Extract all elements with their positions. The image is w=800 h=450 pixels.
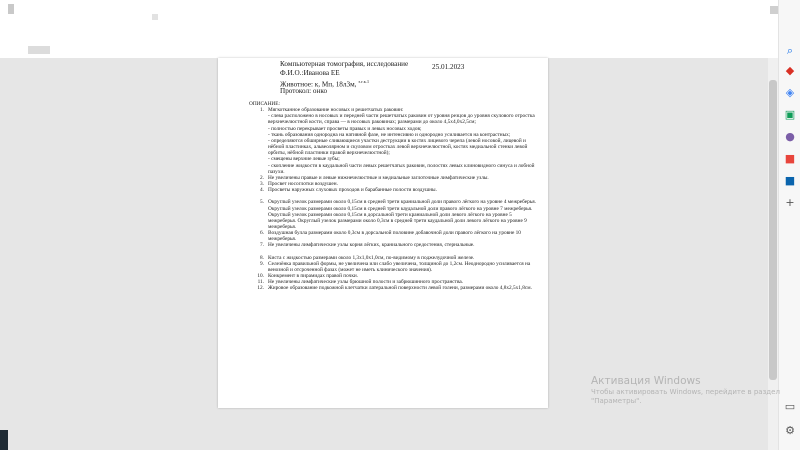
browser-toolbar (0, 0, 778, 58)
watermark-title: Активация Windows (591, 375, 701, 387)
list-item-number: 5. (260, 199, 264, 206)
office-icon[interactable]: ■ (784, 152, 796, 165)
list-item-text: - слева расположено в носовых и передней части решетчатых раковин от уровня резцов до уровня скулового отростка верхнечелюстной кости, справа — в носовых раковинах; размерами до около 4,5х4,0х2,5см; (268, 113, 535, 126)
bookmark-icon[interactable]: ◆ (785, 64, 795, 77)
list-item (249, 285, 539, 291)
list-item-text: Округлый узелок размерами около 0,15см в средней трети краниальной доли правого лёгкого на уровне 4 межреберья. Округлый узелок размерами около 0,15см в средней трети каудальной доли правого лёгкого на уровне 7 межреберья. Округлый узелок размерами около 0,15см в дорсальной трети краниальной доли левого лёгкого на уровне 5 межреберья. Округлый узелок размерами около 0,3см в средней трети каудальной доли левого лёгкого на уровне 9 межреберья. (268, 199, 536, 230)
list-item-number: 9. (260, 260, 264, 267)
list-item (249, 163, 539, 175)
watermark-subtitle-2: "Параметры". (591, 397, 642, 405)
list-item-text: Жировое образование подкожной клетчатки латеральной поверхности левой голени, размерами около 4,8х2,5х1,8см. (268, 285, 532, 292)
animal-info-sup: з.г.к.1 (358, 79, 370, 84)
list-item-text: - смещены верхние левые зубы; (268, 156, 340, 163)
list-item (249, 187, 539, 193)
list-item-number: 8. (260, 254, 264, 261)
document-date: 25.01.2023 (432, 63, 465, 71)
protocol-line: Протокол: онко (280, 87, 328, 95)
person-icon[interactable]: ● (785, 130, 795, 143)
list-item-text: Селезёнка правильной формы, не увеличена или слабо увеличена, толщиной до 1,2см. Неоднородно усиливается на венозной и отсроченной фазах (может не иметь клинического значения). (268, 260, 531, 273)
list-item-text: - ткань образования однородна на нативной фазе, не интенсивно и однородно усиливается на контрастных; (268, 131, 511, 138)
list-item-text: Не увеличены лимфатические узлы корня лёгких, краниального средостения, стернальные. (268, 242, 475, 249)
animal-info-text: Животное: к, Мп, 18л3м, (280, 80, 357, 89)
list-item-number: 11. (257, 279, 264, 286)
toolbar-blur (28, 46, 50, 54)
list-item-number: 12. (257, 285, 264, 292)
list-item-text: Воздушная булла размерами около 0,3см в дорсальной половине добавочной доли правого лёгкого на уровне 10 межреберья. (268, 230, 521, 243)
browser-sidebar (778, 0, 800, 450)
list-item (249, 230, 539, 242)
list-item-text: Просветы наружных слуховых проходов и барабанные полости воздушны. (268, 187, 437, 194)
description-heading: ОПИСАНИЕ: (249, 101, 280, 107)
tag-icon[interactable]: ◈ (785, 86, 795, 99)
list-item (249, 199, 539, 230)
add-icon[interactable]: + (785, 196, 795, 209)
taskbar-edge (0, 430, 8, 450)
list-item-number: 10. (257, 273, 264, 280)
list-item-number: 7. (260, 242, 264, 249)
list-item-number: 6. (260, 230, 264, 237)
list-item (249, 113, 539, 125)
toolbox-icon[interactable]: ▣ (784, 108, 796, 121)
description-list (249, 107, 539, 291)
description-body (249, 101, 539, 292)
outlook-icon[interactable]: ■ (784, 174, 796, 187)
list-item-number (249, 163, 268, 175)
list-item-number: 4. (260, 187, 264, 194)
list-item-text: Просвет носоглотки воздушен. (268, 181, 338, 188)
document-page (218, 58, 548, 408)
list-item (249, 261, 539, 273)
list-item (249, 138, 539, 156)
panel-toggle-icon[interactable]: ▭ (784, 400, 796, 413)
toolbar-blur (770, 6, 778, 14)
list-item-number: 1. (260, 107, 264, 114)
settings-icon[interactable]: ⚙ (785, 424, 795, 437)
list-item-text: - определяются обширные сливающиеся участки деструкции в костях лицевого черепа (левой носовой, лицевой и нёбной пластинках, альвеолярном и скуловом отростках левой верхнечелюстной, костях медиальной стенки левой орбиты, нёбной пластинки правой верхнечелюстной); (268, 137, 528, 157)
watermark-subtitle-1: Чтобы активировать Windows, перейдите в раздел (591, 388, 780, 396)
list-item-number: 2. (260, 174, 264, 181)
list-item-text: Не увеличены лимфатические узлы брюшной полости и забрюшинного пространства. (268, 279, 464, 286)
toolbar-blur (152, 14, 158, 20)
list-item-text: - полностью перекрывает просветы правых и левых носовых ходов; (268, 125, 422, 132)
scrollbar-thumb[interactable] (769, 80, 777, 380)
search-icon[interactable]: ⌕ (786, 44, 794, 57)
list-item-text: Не увеличены правые и левые нижнечелюстные и медиальные заглоточные лимфатические узлы. (268, 174, 489, 181)
toolbar-blur (8, 4, 14, 14)
list-item-text: - скопление жидкости в каудальной части левых решетчатых раковин, полостях левых клиновидного синуса и лобной пазухи. (268, 162, 535, 175)
list-item-number: 3. (260, 181, 264, 188)
list-item-number (249, 138, 268, 156)
patient-name: Ф.И.О.:Иванова ЕЕ (280, 69, 340, 77)
windows-activation-watermark (591, 375, 780, 406)
document-title: Компьютерная томография, исследование (280, 60, 409, 68)
list-item-text: Мягкотканное образование носовых и решетчатых раковин: (268, 107, 404, 114)
list-item-text: Конкремент в пирамидах правой почки. (268, 273, 359, 280)
list-item-number (249, 113, 268, 125)
list-item (249, 242, 539, 248)
list-item-text: Киста с жидкостью размерами около 1,3х1,0х1,0см, по-видимому в поджелудочной железе. (268, 254, 475, 261)
